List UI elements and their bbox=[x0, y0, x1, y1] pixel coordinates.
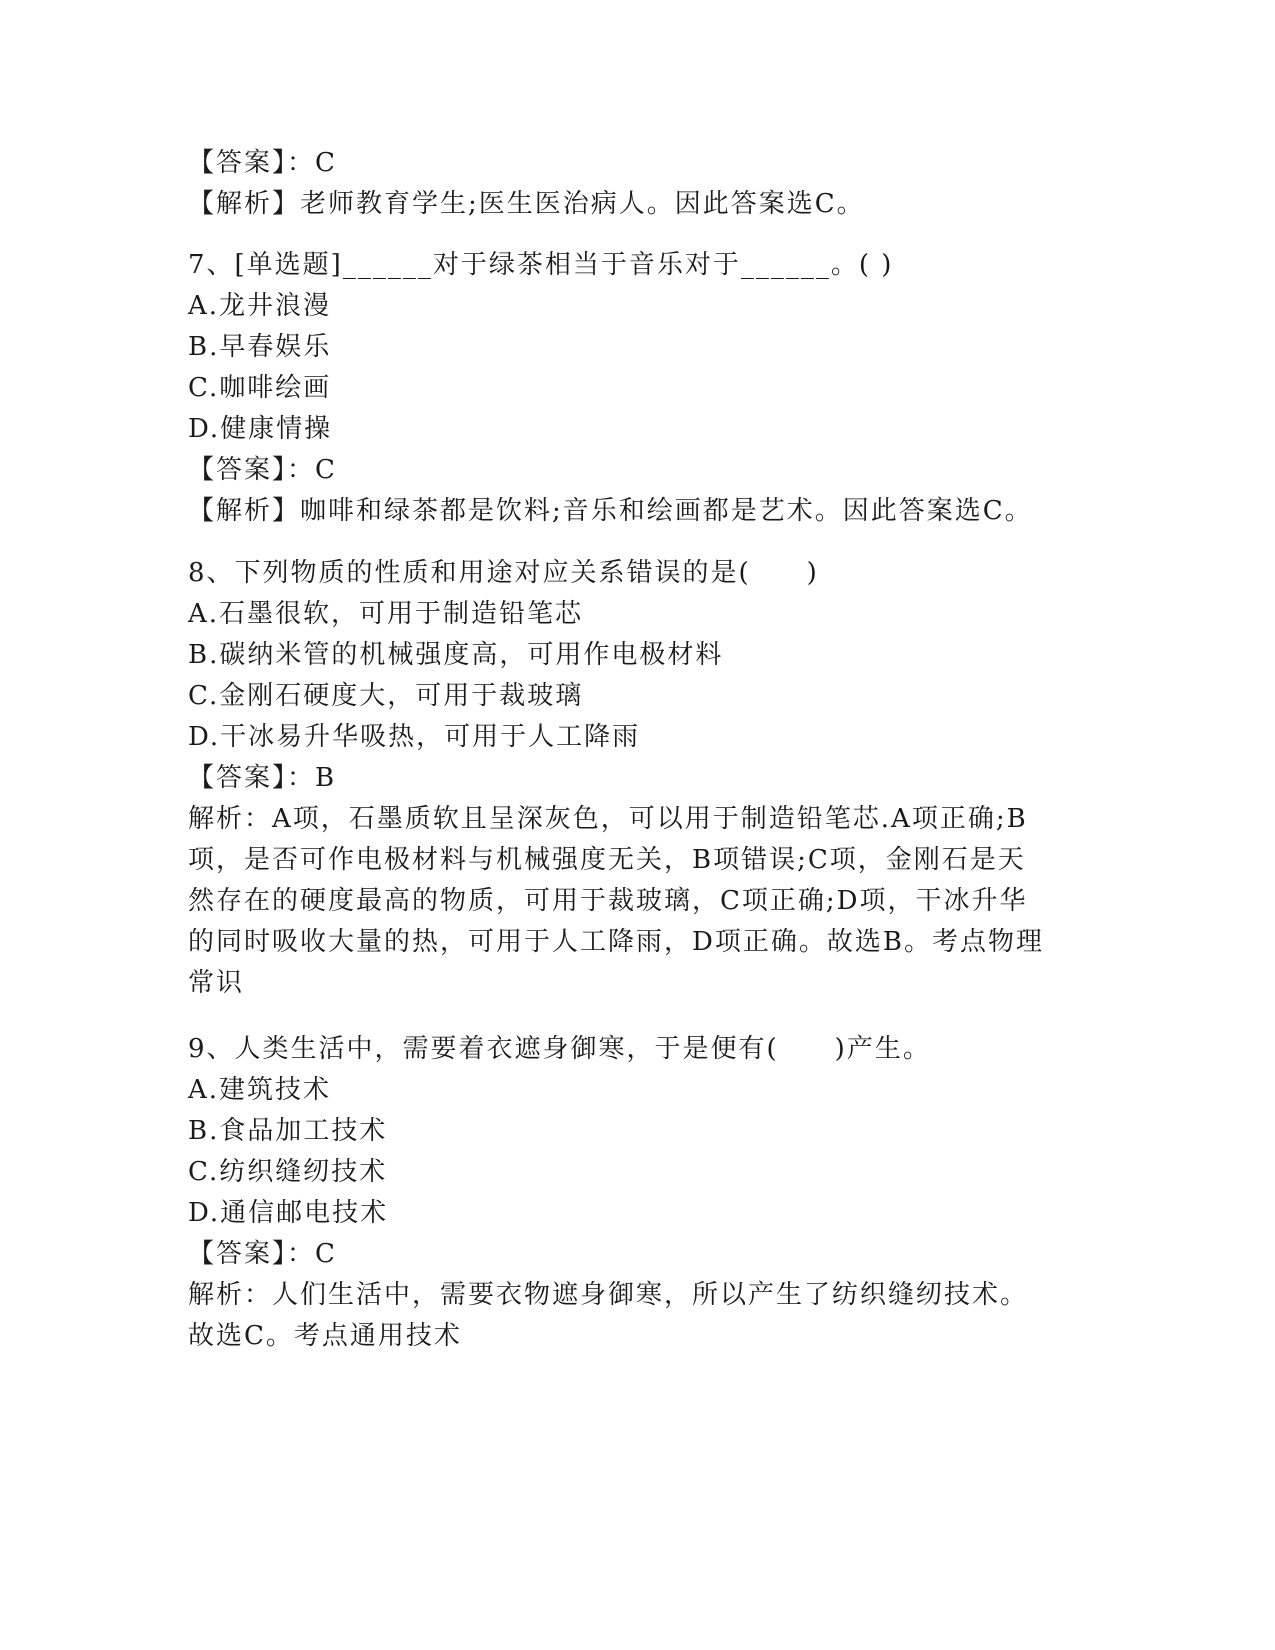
q9-analysis-line: 解析：人们生活中，需要衣物遮身御寒，所以产生了纺织缝纫技术。 bbox=[188, 1280, 1029, 1310]
q9-option-b: B.食品加工技术 bbox=[188, 1116, 388, 1146]
q8-option-a: A.石墨很软，可用于制造铅笔芯 bbox=[188, 599, 584, 629]
q9-analysis-line: 故选C。考点通用技术 bbox=[188, 1321, 462, 1351]
q9-option-a: A.建筑技术 bbox=[188, 1075, 332, 1105]
q7-option-d: D.健康情操 bbox=[188, 414, 333, 444]
q8-answer: 【答案】：B bbox=[188, 763, 337, 793]
q8-option-b: B.碳纳米管的机械强度高，可用作电极材料 bbox=[188, 640, 724, 670]
q9-answer: 【答案】：C bbox=[188, 1239, 337, 1269]
question-7-text: 7、[单选题]______对于绿茶相当于音乐对于______。( ) bbox=[188, 250, 894, 280]
answer-line: 【答案】：C bbox=[188, 148, 337, 178]
q8-analysis-line: 项，是否可作电极材料与机械强度无关，B项错误;C项，金刚石是天 bbox=[188, 845, 1026, 875]
q8-analysis-line: 常识 bbox=[188, 968, 245, 998]
q8-analysis-line: 然存在的硬度最高的物质，可用于裁玻璃，C项正确;D项，干冰升华 bbox=[188, 886, 1028, 916]
q7-analysis: 【解析】咖啡和绿茶都是饮料;音乐和绘画都是艺术。因此答案选C。 bbox=[188, 496, 1033, 526]
question-8-text: 8、下列物质的性质和用途对应关系错误的是( ) bbox=[188, 558, 819, 588]
q8-analysis-line: 的同时吸收大量的热，可用于人工降雨，D项正确。故选B。考点物理 bbox=[188, 927, 1044, 957]
q8-option-d: D.干冰易升华吸热，可用于人工降雨 bbox=[188, 722, 641, 752]
q7-option-c: C.咖啡绘画 bbox=[188, 373, 332, 403]
question-9-text: 9、人类生活中，需要着衣遮身御寒，于是便有( )产生。 bbox=[188, 1034, 931, 1064]
q8-option-c: C.金刚石硬度大，可用于裁玻璃 bbox=[188, 681, 584, 711]
q7-answer: 【答案】：C bbox=[188, 455, 337, 485]
q8-analysis-line: 解析：A项，石墨质软且呈深灰色，可以用于制造铅笔芯.A项正确;B bbox=[188, 804, 1028, 834]
q7-option-a: A.龙井浪漫 bbox=[188, 291, 332, 321]
q9-option-d: D.通信邮电技术 bbox=[188, 1198, 389, 1228]
analysis-line: 【解析】老师教育学生;医生医治病人。因此答案选C。 bbox=[188, 189, 865, 219]
q9-option-c: C.纺织缝纫技术 bbox=[188, 1157, 388, 1187]
q7-option-b: B.早春娱乐 bbox=[188, 332, 332, 362]
